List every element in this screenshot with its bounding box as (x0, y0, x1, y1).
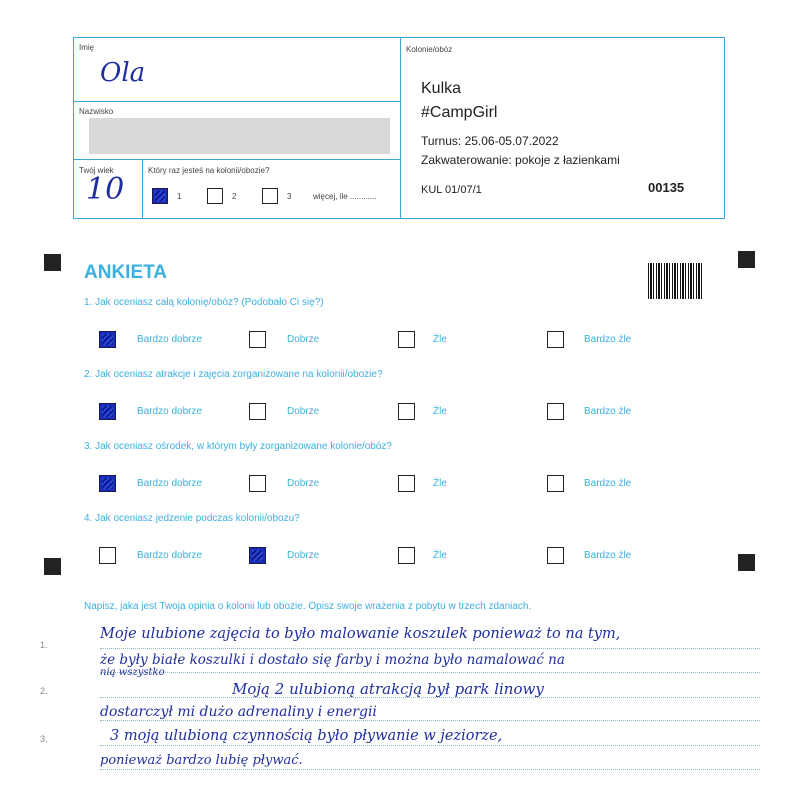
registration-mark-tr (738, 251, 755, 268)
question-3-checkbox-1[interactable] (99, 475, 116, 492)
question-3-checkbox-2[interactable] (249, 475, 266, 492)
question-1-checkbox-2[interactable] (249, 331, 266, 348)
question-3-text: 3. Jak oceniasz ośrodek, w którym były zorganizowane kolonie/obóz? (84, 441, 392, 452)
question-3-checkbox-3[interactable] (398, 475, 415, 492)
turnus: Turnus: 25.06-05.07.2022 (421, 134, 559, 148)
handwriting-line-7[interactable]: ponieważ bardzo lubię pływać. (100, 753, 303, 768)
question-2-checkbox-4[interactable] (547, 403, 564, 420)
question-3-checkbox-4[interactable] (547, 475, 564, 492)
form-number: 00135 (648, 180, 685, 195)
registration-mark-bl (44, 558, 61, 575)
question-4-text: 4. Jak oceniasz jedzenie podczas kolonii/obozu? (84, 513, 300, 524)
question-4-option-label-3: Źle (433, 550, 447, 561)
registration-mark-br (738, 554, 755, 571)
accommodation: Zakwaterowanie: pokoje z łazienkami (421, 153, 620, 167)
question-3-option-label-4: Bardzo źle (584, 478, 632, 489)
question-3-option-label-1: Bardzo dobrze (137, 478, 203, 489)
question-4-option-label-2: Dobrze (287, 550, 320, 561)
times-checkbox-3[interactable] (262, 188, 278, 204)
handwriting-line-2[interactable]: że były białe koszulki i dostało się farby i można było namalować na (100, 652, 565, 668)
question-4-checkbox-1[interactable] (99, 547, 116, 564)
camp-name: Kulka (421, 80, 462, 97)
camp-tag: #CampGirl (421, 104, 498, 121)
line-number-2: 2. (40, 686, 48, 696)
survey-title: ANKIETA (84, 262, 168, 283)
question-1-option-label-3: Źle (433, 334, 447, 345)
question-2-option-label-1: Bardzo dobrze (137, 406, 203, 417)
question-3-option-label-3: Źle (433, 478, 447, 489)
question-1-checkbox-4[interactable] (547, 331, 564, 348)
question-2-option-label-4: Bardzo źle (584, 406, 632, 417)
surname-label: Nazwisko (79, 107, 114, 116)
name-value[interactable]: Ola (100, 58, 146, 88)
question-3-option-label-2: Dobrze (287, 478, 320, 489)
surname-redacted (89, 118, 390, 154)
times-more: więcej, ile ............ (313, 192, 377, 201)
question-2-text: 2. Jak oceniasz atrakcje i zajęcia zorganizowane na kolonii/obozie? (84, 369, 383, 380)
question-2-option-label-2: Dobrze (287, 406, 320, 417)
question-2-checkbox-3[interactable] (398, 403, 415, 420)
question-2-checkbox-1[interactable] (99, 403, 116, 420)
handwriting-line-1[interactable]: Moje ulubione zajęcia to było malowanie koszulek ponieważ to na tym, (100, 626, 621, 642)
camp-code: KUL 01/07/1 (421, 184, 482, 196)
handwriting-line-4[interactable]: Moją 2 ulubioną atrakcją był park linowy (232, 680, 544, 698)
question-4-option-label-4: Bardzo źle (584, 550, 632, 561)
age-label: Twój wiek (79, 166, 114, 175)
camp-label: Kolonie/obóz (406, 45, 453, 54)
times-option-1: 1 (177, 192, 182, 201)
times-option-3: 3 (287, 192, 292, 201)
times-checkbox-2[interactable] (207, 188, 223, 204)
question-1-checkbox-1[interactable] (99, 331, 116, 348)
times-checkbox-1[interactable] (152, 188, 168, 204)
question-1-checkbox-3[interactable] (398, 331, 415, 348)
question-4-checkbox-3[interactable] (398, 547, 415, 564)
name-label: Imię (79, 43, 95, 52)
question-4-checkbox-4[interactable] (547, 547, 564, 564)
handwriting-line-3[interactable]: nią wszystko (100, 667, 165, 678)
times-label: Który raz jesteś na kolonii/obozie? (148, 166, 270, 175)
question-1-option-label-2: Dobrze (287, 334, 320, 345)
line-number-1: 1. (40, 640, 48, 650)
question-1-option-label-1: Bardzo dobrze (137, 334, 203, 345)
question-1-option-label-4: Bardzo źle (584, 334, 632, 345)
line-number-3: 3. (40, 734, 48, 744)
barcode (648, 263, 703, 299)
registration-mark-tl (44, 254, 61, 271)
question-4-checkbox-2[interactable] (249, 547, 266, 564)
times-option-2: 2 (232, 192, 237, 201)
age-value[interactable]: 10 (86, 172, 125, 207)
opinion-prompt: Napisz, jaka jest Twoja opinia o kolonii lub obozie. Opisz swoje wrażenia z pobytu w trzech zdaniach. (84, 601, 532, 612)
handwriting-line-6[interactable]: 3 moją ulubioną czynnością było pływanie w jeziorze, (110, 728, 503, 744)
question-2-checkbox-2[interactable] (249, 403, 266, 420)
handwriting-line-5[interactable]: dostarczył mi dużo adrenaliny i energii (100, 704, 377, 720)
question-1-text: 1. Jak oceniasz całą kolonię/obóz? (Podobało Ci się?) (84, 297, 324, 308)
question-2-option-label-3: Źle (433, 406, 447, 417)
question-4-option-label-1: Bardzo dobrze (137, 550, 203, 561)
